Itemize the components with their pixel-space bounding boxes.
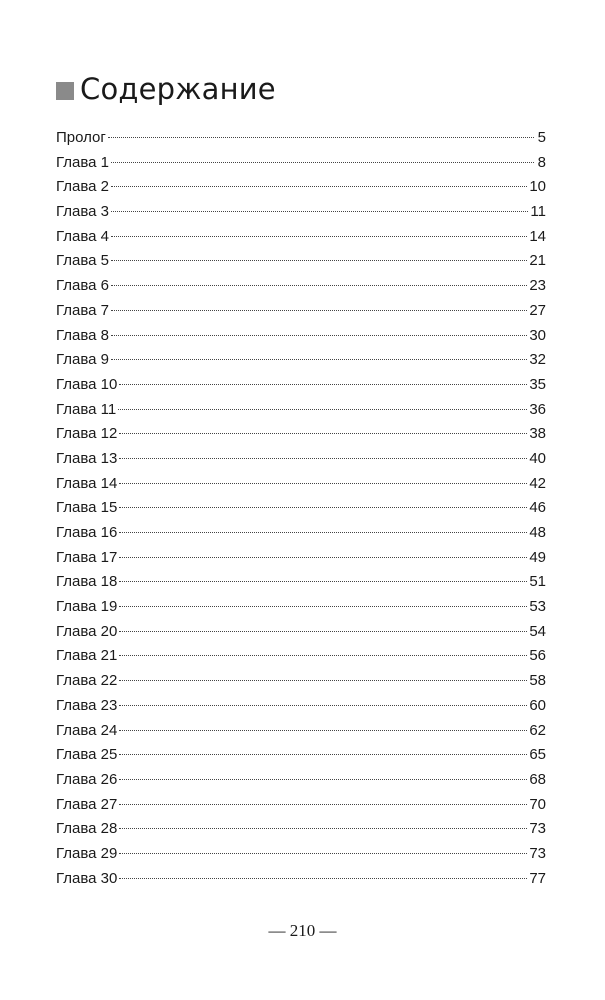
dot-leader [108,137,534,138]
dot-leader [119,384,527,385]
toc-entry [56,126,546,151]
contents-heading [56,72,276,106]
toc-entry-title: Глава 18 [56,573,118,591]
toc-entry-page: 73 [529,844,546,862]
toc-entry [56,299,546,324]
toc-entry-title: Глава 28 [56,820,118,838]
toc-entry [56,422,546,447]
toc-entry-page: 68 [529,770,546,788]
dot-leader [119,680,527,681]
toc-entry-title: Глава 10 [56,375,118,393]
heading-square-icon [56,82,74,100]
dot-leader [119,507,527,508]
toc-entry [56,496,546,521]
dot-leader [119,730,527,731]
toc-entry-page: 77 [529,869,546,887]
toc-entry [56,398,546,423]
toc-entry-title: Глава 23 [56,696,118,714]
toc-entry-title: Глава 11 [56,400,117,418]
toc-entry-page: 27 [529,301,546,319]
dot-leader [118,409,527,410]
toc-entry-title: Глава 17 [56,548,118,566]
toc-entry-page: 8 [537,153,546,171]
toc-entry [56,348,546,373]
dot-leader [111,211,528,212]
toc-entry [56,644,546,669]
toc-entry-title: Глава 21 [56,647,118,665]
toc-entry-title: Глава 7 [56,301,110,319]
dot-leader [119,458,527,459]
toc-entry-page: 23 [529,277,546,295]
dot-leader [119,557,527,558]
toc-entry [56,669,546,694]
toc-entry-page: 48 [529,524,546,541]
page-number: — 210 — [268,921,337,940]
toc-entry-page: 65 [529,746,546,764]
dot-leader [119,581,527,582]
toc-entry-title: Глава 30 [56,869,118,887]
toc-entry [56,867,546,892]
dot-leader [111,186,527,187]
toc-entry [56,842,546,867]
toc-entry-page: 40 [529,449,546,467]
dot-leader [119,532,527,533]
toc-entry-page: 11 [530,203,546,221]
toc-entry-title: Глава 16 [56,524,118,541]
dot-leader [119,878,527,879]
toc-entry [56,249,546,274]
toc-entry-title: Глава 25 [56,746,118,764]
table-of-contents [56,126,546,891]
toc-entry [56,570,546,595]
toc-entry-title: Пролог [56,129,106,146]
toc-entry-title: Глава 8 [56,326,110,344]
toc-entry-page: 5 [537,129,546,146]
toc-entry [56,151,546,176]
toc-entry-page: 73 [529,820,546,838]
toc-entry [56,694,546,719]
toc-entry-title: Глава 22 [56,672,118,690]
dot-leader [111,335,527,336]
toc-entry [56,743,546,768]
toc-entry-title: Глава 19 [56,598,118,616]
toc-entry [56,373,546,398]
toc-entry-title: Глава 12 [56,425,118,443]
dot-leader [119,631,527,632]
dot-leader [111,260,527,261]
dot-leader [111,285,527,286]
toc-entry-title: Глава 3 [56,203,110,221]
dot-leader [119,804,527,805]
toc-entry-page: 49 [529,548,546,566]
toc-entry-page: 36 [529,400,546,418]
toc-entry [56,595,546,620]
toc-entry-title: Глава 26 [56,770,118,788]
toc-entry-title: Глава 5 [56,252,110,270]
toc-entry-page: 51 [529,573,546,591]
toc-entry [56,620,546,645]
toc-entry [56,546,546,571]
dot-leader [119,853,527,854]
toc-entry [56,175,546,200]
dot-leader [119,828,527,829]
dot-leader [119,754,527,755]
toc-entry-page: 60 [529,696,546,714]
toc-entry-page: 56 [529,647,546,665]
toc-entry-page: 14 [529,227,546,245]
toc-entry-page: 54 [529,622,546,640]
toc-entry-title: Глава 9 [56,351,110,369]
dot-leader [119,433,527,434]
page-title: Содержание [80,72,276,106]
toc-entry [56,521,546,546]
toc-entry-title: Глава 6 [56,277,110,295]
toc-entry-page: 70 [529,795,546,813]
toc-entry-title: Глава 2 [56,178,110,196]
toc-entry-page: 32 [529,351,546,369]
dot-leader [111,236,527,237]
toc-entry [56,719,546,744]
toc-entry-title: Глава 15 [56,499,118,517]
toc-entry-title: Глава 4 [56,227,110,245]
toc-entry [56,274,546,299]
toc-entry-page: 30 [529,326,546,344]
toc-entry [56,793,546,818]
toc-entry-page: 46 [529,499,546,517]
dot-leader [119,483,527,484]
toc-entry-title: Глава 24 [56,721,118,739]
toc-entry-title: Глава 14 [56,474,118,492]
toc-entry [56,200,546,225]
toc-entry [56,768,546,793]
toc-entry-page: 62 [529,721,546,739]
toc-entry [56,817,546,842]
toc-entry [56,324,546,349]
toc-entry-title: Глава 13 [56,449,118,467]
toc-entry-page: 35 [529,375,546,393]
dot-leader [119,655,527,656]
dot-leader [111,310,527,311]
dot-leader [111,162,534,163]
dot-leader [119,705,527,706]
toc-entry [56,447,546,472]
toc-entry-title: Глава 27 [56,795,118,813]
toc-entry-page: 53 [529,598,546,616]
dot-leader [119,779,527,780]
toc-entry-page: 42 [529,474,546,492]
toc-entry-title: Глава 29 [56,844,118,862]
toc-entry-page: 10 [529,178,546,196]
dot-leader [119,606,527,607]
dot-leader [111,359,527,360]
toc-entry [56,472,546,497]
toc-entry-title: Глава 20 [56,622,118,640]
toc-entry-page: 38 [529,425,546,443]
toc-entry-page: 21 [529,252,546,270]
toc-entry [56,225,546,250]
toc-entry-page: 58 [529,672,546,690]
toc-entry-title: Глава 1 [56,153,110,171]
